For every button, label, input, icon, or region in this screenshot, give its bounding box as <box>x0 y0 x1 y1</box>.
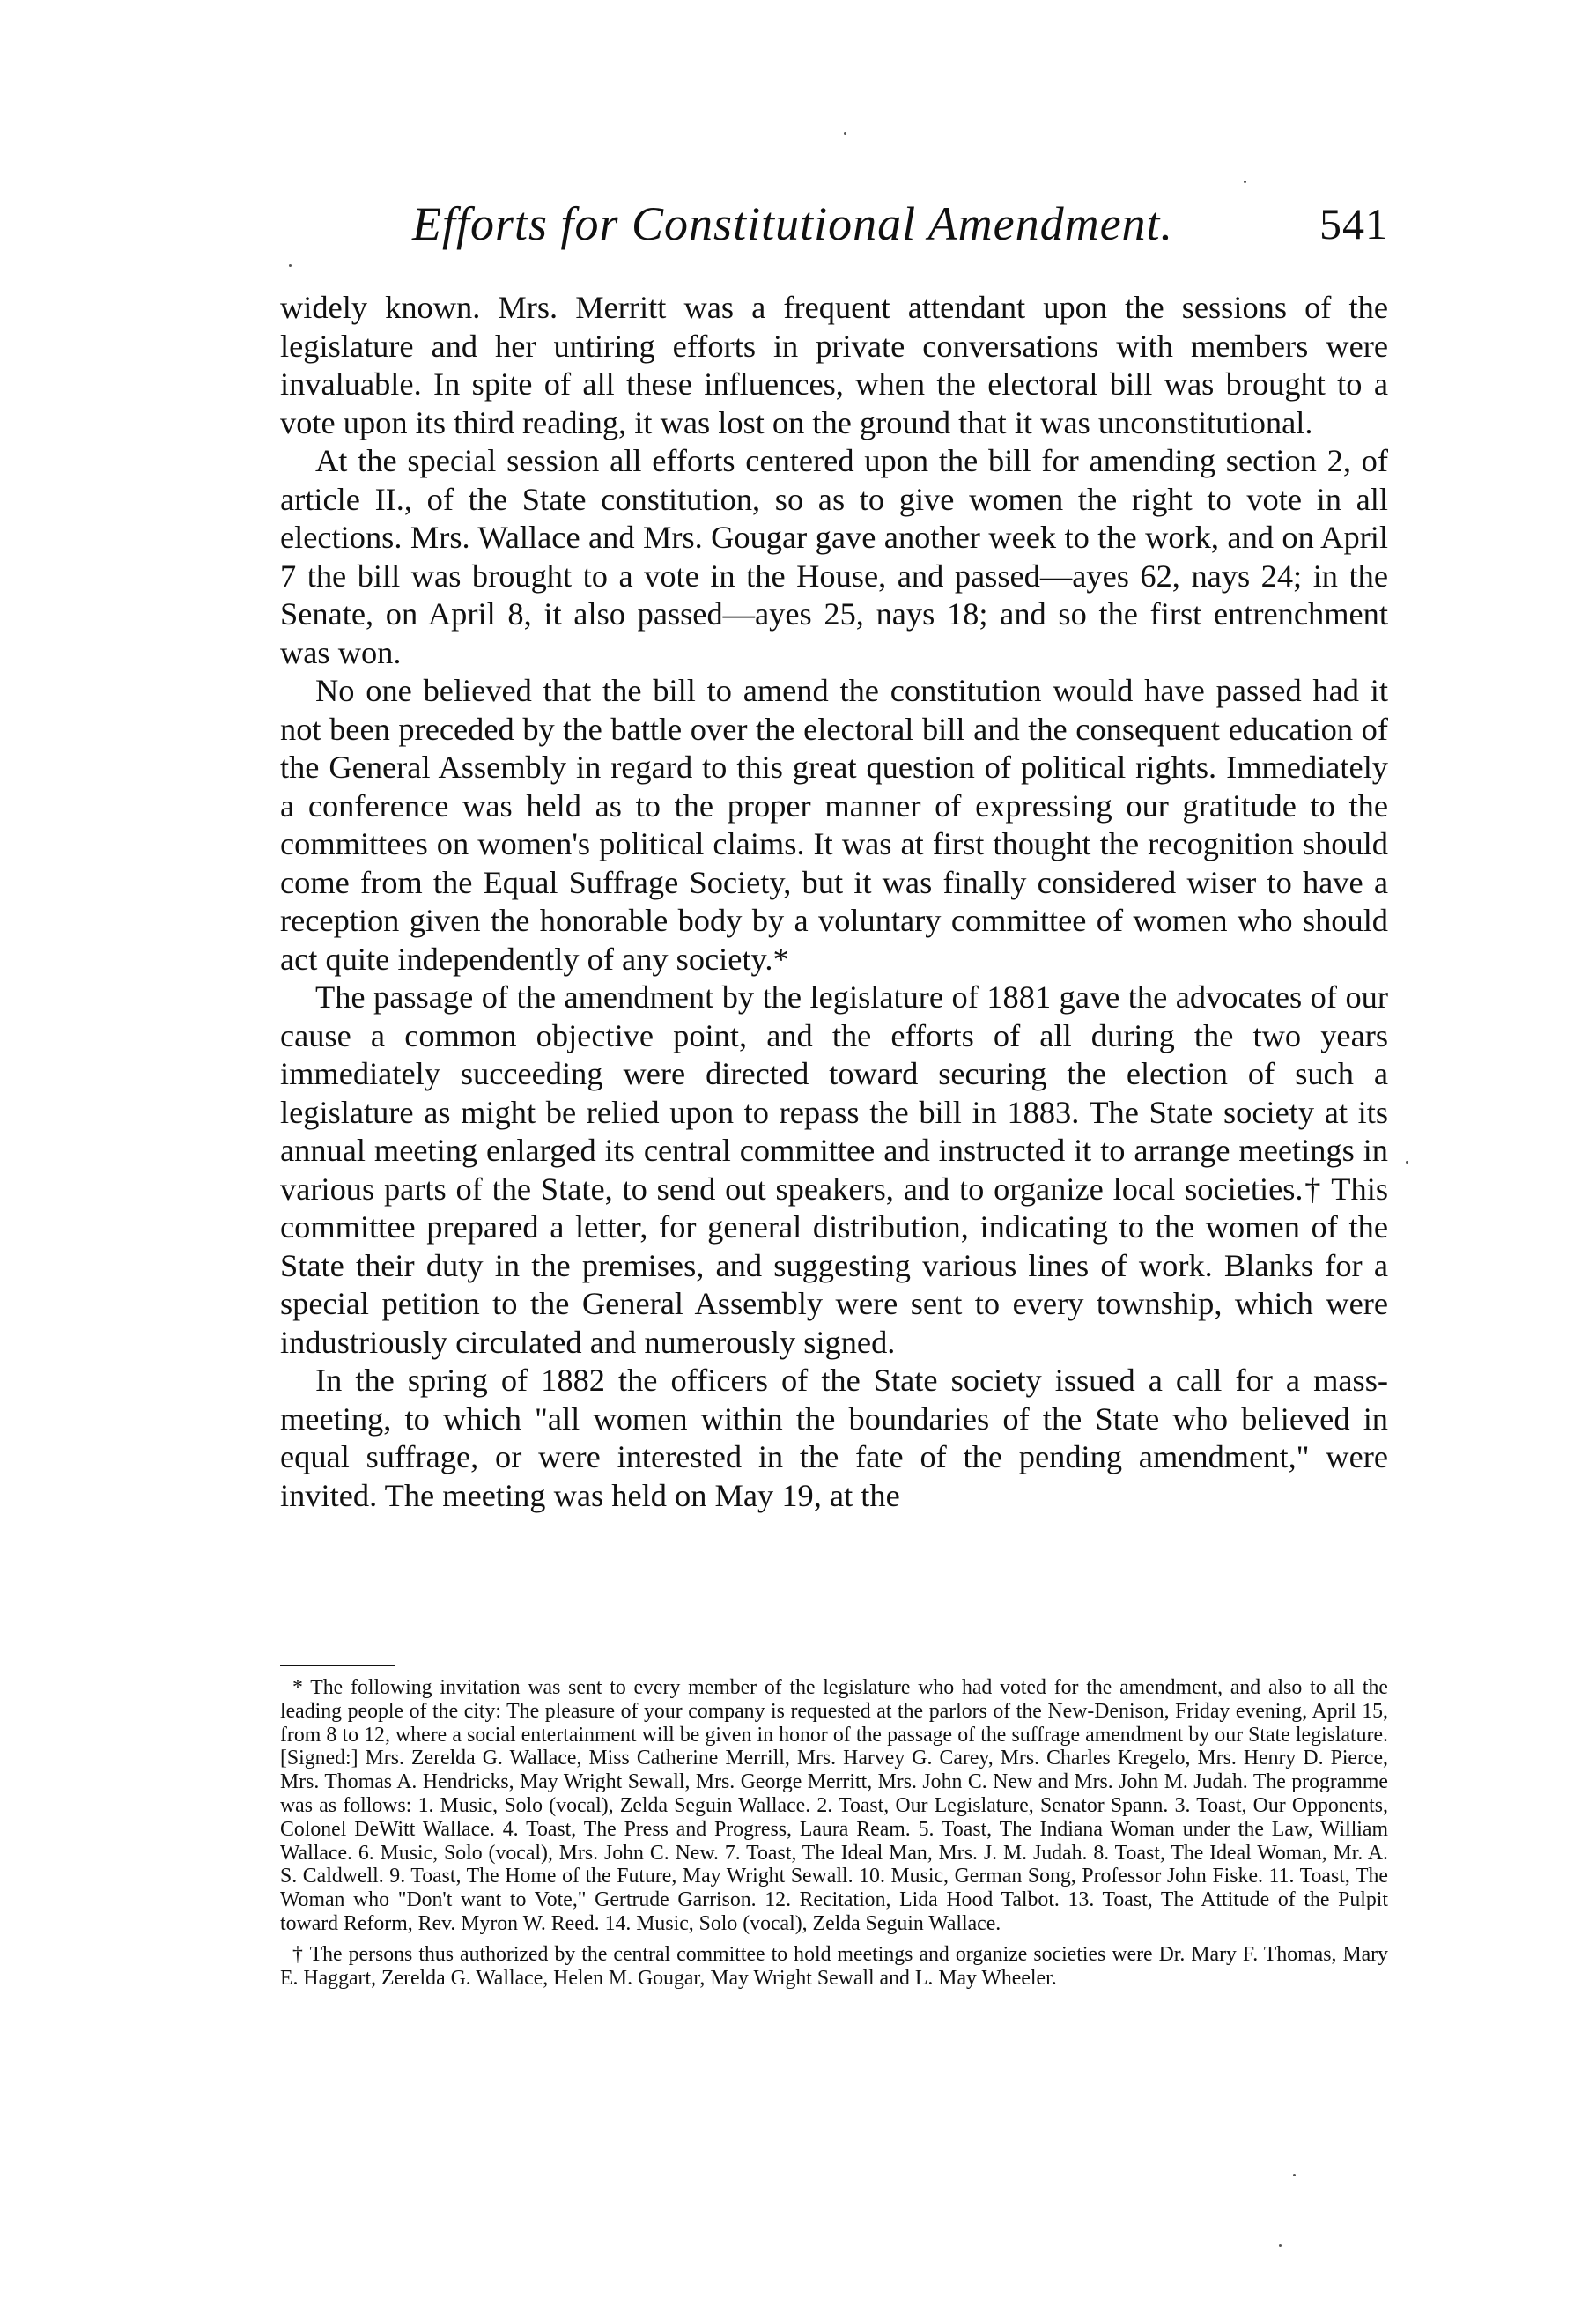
scan-speck <box>844 132 846 135</box>
page-number: 541 <box>1319 199 1388 248</box>
body-text <box>280 289 1388 1515</box>
footnote-authorized-persons: † The persons thus authorized by the central committee to hold meetings and organize societies were Dr. Mary F. Thomas, Mary E. Haggart, Zerelda G. Wallace, Helen M. Gougar, May Wright Sewall and L. May Wheeler. <box>280 1942 1388 1990</box>
running-header <box>280 192 1388 262</box>
paragraph-mass-meeting: In the spring of 1882 the officers of the State society issued a call for a mass-meeting, to which "all women within the boundaries of the State who believed in equal suffrage, or were interested in the fate of the pending amendment," were invited. The meeting was held on May 19, at the <box>280 1363 1388 1513</box>
footnote-rule <box>280 1665 395 1666</box>
paragraph-electoral-bill: No one believed that the bill to amend the constitution would have passed had it not been preceded by the battle over the electoral bill and the consequent education of the General Assembly in regard to this great question of political rights. Immediately a conference was held as to the proper manner of expressing our gratitude to the committees on women's political claims. It was at first thought the recognition should come from the Equal Suffrage Society, but it was finally considered wiser to have a reception given the honorable body by a voluntary committee of women who should act quite independently of any society.* <box>280 673 1388 977</box>
running-title: Efforts for Constitutional Amendment. <box>412 197 1174 250</box>
scan-speck <box>1293 2174 1296 2176</box>
scan-speck <box>289 264 292 267</box>
paragraph-continuation: widely known. Mrs. Merritt was a frequent attendant upon the sessions of the legislature and her untiring efforts in private conversations with members were invaluable. In spite of all these influences, when the electoral bill was brought to a vote upon its third reading, it was lost on the ground that it was unconstitutional. <box>280 290 1388 440</box>
scan-speck <box>1406 1161 1408 1164</box>
scan-speck <box>1244 181 1246 183</box>
footnote-invitation: * The following invitation was sent to every member of the legislature who had voted for the amendment, and also to all the leading people of the city: The pleasure of your company is requested at the parlors of the New-Denison, Friday evening, April 15, from 8 to 12, where a social entertainment will be given in honor of the passage of the suffrage amendment by our State legislature. [Signed:] Mrs. Zerelda G. Wallace, Miss Catherine Merrill, Mrs. Harvey G. Carey, Mrs. Charles Kregelo, Mrs. Henry D. Pierce, Mrs. Thomas A. Hendricks, May Wright Sewall, Mrs. George Merritt, Mrs. John C. New and Mrs. John M. Judah. The programme was as follows: 1. Music, Solo (vocal), Zelda Seguin Wallace. 2. Toast, Our Legislature, Senator Spann. 3. Toast, Our Opponents, Colonel DeWitt Wallace. 4. Toast, The Press and Progress, Laura Ream. 5. Toast, The Indiana Woman under the Law, William Wallace. 6. Music, Solo (vocal), Mrs. John C. New. 7. Toast, The Ideal Man, Mrs. J. M. Judah. 8. Toast, The Ideal Woman, Mr. A. S. Caldwell. 9. Toast, The Home of the Future, May Wright Sewall. 10. Music, German Song, Professor John Fiske. 11. Toast, The Woman who "Don't want to Vote," Gertrude Garrison. 12. Recitation, Lida Hood Talbot. 13. Toast, The Attitude of the Pulpit toward Reform, Rev. Myron W. Reed. 14. Music, Solo (vocal), Zelda Seguin Wallace. <box>280 1676 1388 1935</box>
scan-speck <box>1279 2244 1282 2247</box>
footnotes <box>280 1676 1388 1990</box>
paragraph-passage-of-amendment: The passage of the amendment by the legislature of 1881 gave the advocates of our cause a common objective point, and the efforts of all during the two years immediately succeeding were directed toward securing the election of such a legislature as might be relied upon to repass the bill in 1883. The State society at its annual meeting enlarged its central committee and instructed it to arrange meetings in various parts of the State, to send out speakers, and to organize local societies.† This committee prepared a letter, for general distribution, indicating to the women of the State their duty in the premises, and suggesting various lines of work. Blanks for a special petition to the General Assembly were sent to every township, which were industriously circulated and numerously signed. <box>280 979 1388 1360</box>
paragraph-special-session: At the special session all efforts centered upon the bill for amending section 2, of article II., of the State constitution, so as to give women the right to vote in all elections. Mrs. Wallace and Mrs. Gougar gave another week to the work, and on April 7 the bill was brought to a vote in the House, and passed—ayes 62, nays 24; in the Senate, on April 8, it also passed—ayes 25, nays 18; and so the first entrenchment was won. <box>280 443 1388 670</box>
